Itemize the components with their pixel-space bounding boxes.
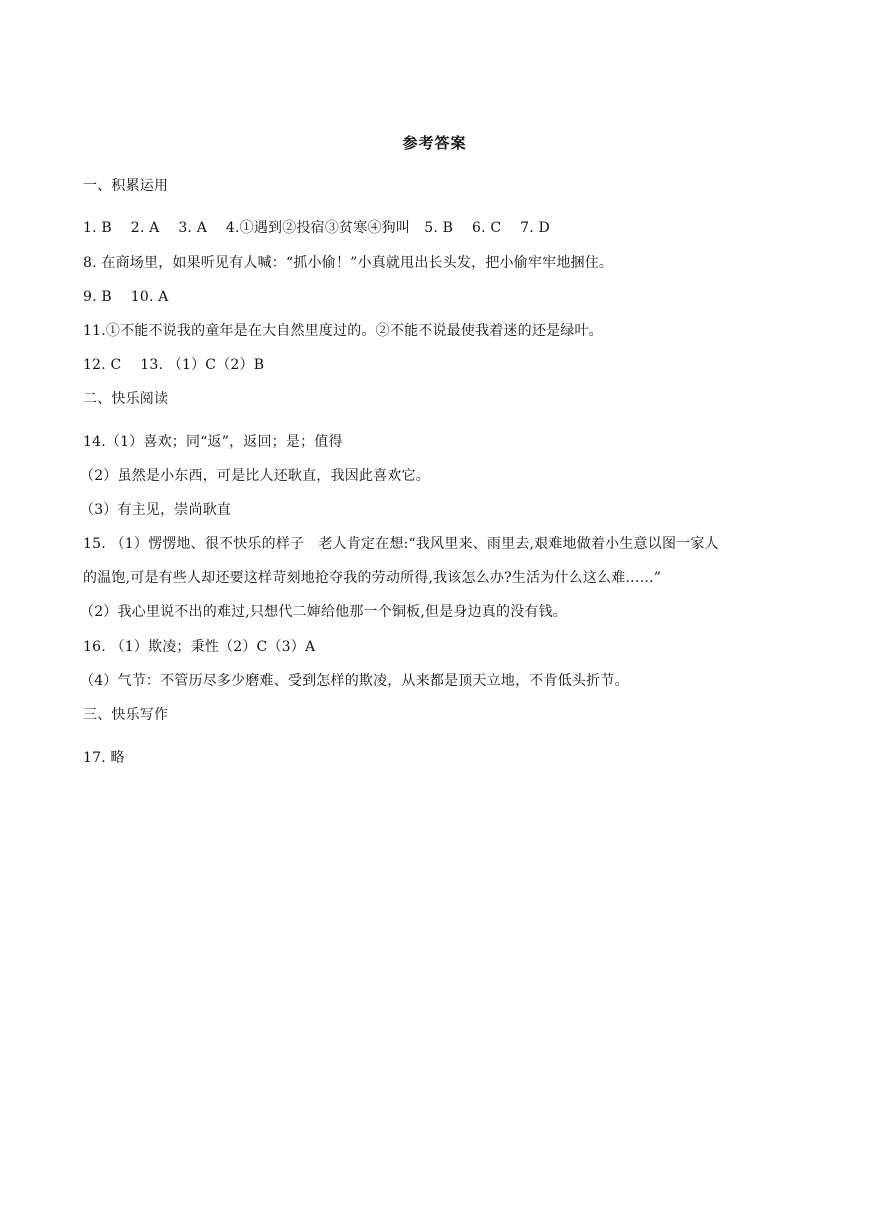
answer-line-15-1: 15. （1）愣愣地、很不快乐的样子 老人肯定在想:“我风里来、雨里去,艰难地做着小生意以图一家人 (83, 536, 719, 552)
page-title: 参考答案 (402, 134, 467, 152)
answer-line-8: 8. 在商场里，如果听见有人喊：“抓小偷！”小真就甩出长头发，把小偷牢牢地捆住。 (83, 255, 614, 271)
answer-line-14-2: （2）虽然是小东西，可是比人还耿直，我因此喜欢它。 (80, 468, 430, 484)
section-heading-accumulation: 一、积累运用 (83, 178, 169, 194)
answer-line-17: 17. 略 (83, 750, 125, 766)
section-heading-reading: 二、快乐阅读 (83, 391, 169, 407)
answer-line-15-2: （2）我心里说不出的难过,只想代二婶给他那一个铜板,但是身边真的没有钱。 (80, 604, 568, 620)
answer-line-11: 11.①不能不说我的童年是在大自然里度过的。②不能不说最使我着迷的还是绿叶。 (83, 323, 603, 339)
answer-line-14-3: （3）有主见，崇尚耿直 (80, 502, 232, 518)
section-heading-writing: 三、快乐写作 (83, 707, 169, 723)
answer-line-14-1: 14.（1）喜欢；同“返”，返回；是；值得 (83, 434, 343, 450)
answer-line-1-7: 1. B 2. A 3. A 4.①遇到②投宿③贫寒④狗叫 5. B 6. C 7. D (83, 220, 550, 236)
answer-line-9-10: 9. B 10. A (83, 289, 169, 305)
answer-line-16-4: （4）气节：不管历尽多少磨难、受到怎样的欺凌，从来都是顶天立地，不肯低头折节。 (80, 673, 629, 689)
answer-line-15-1-continued: 的温饱,可是有些人却还要这样苛刻地抢夺我的劳动所得,我该怎么办?生活为什么这么难……” (83, 570, 662, 586)
answer-line-12-13: 12. C 13. （1）C（2）B (83, 357, 265, 373)
answer-line-16-1: 16. （1）欺凌；秉性（2）C（3）A (83, 639, 316, 655)
